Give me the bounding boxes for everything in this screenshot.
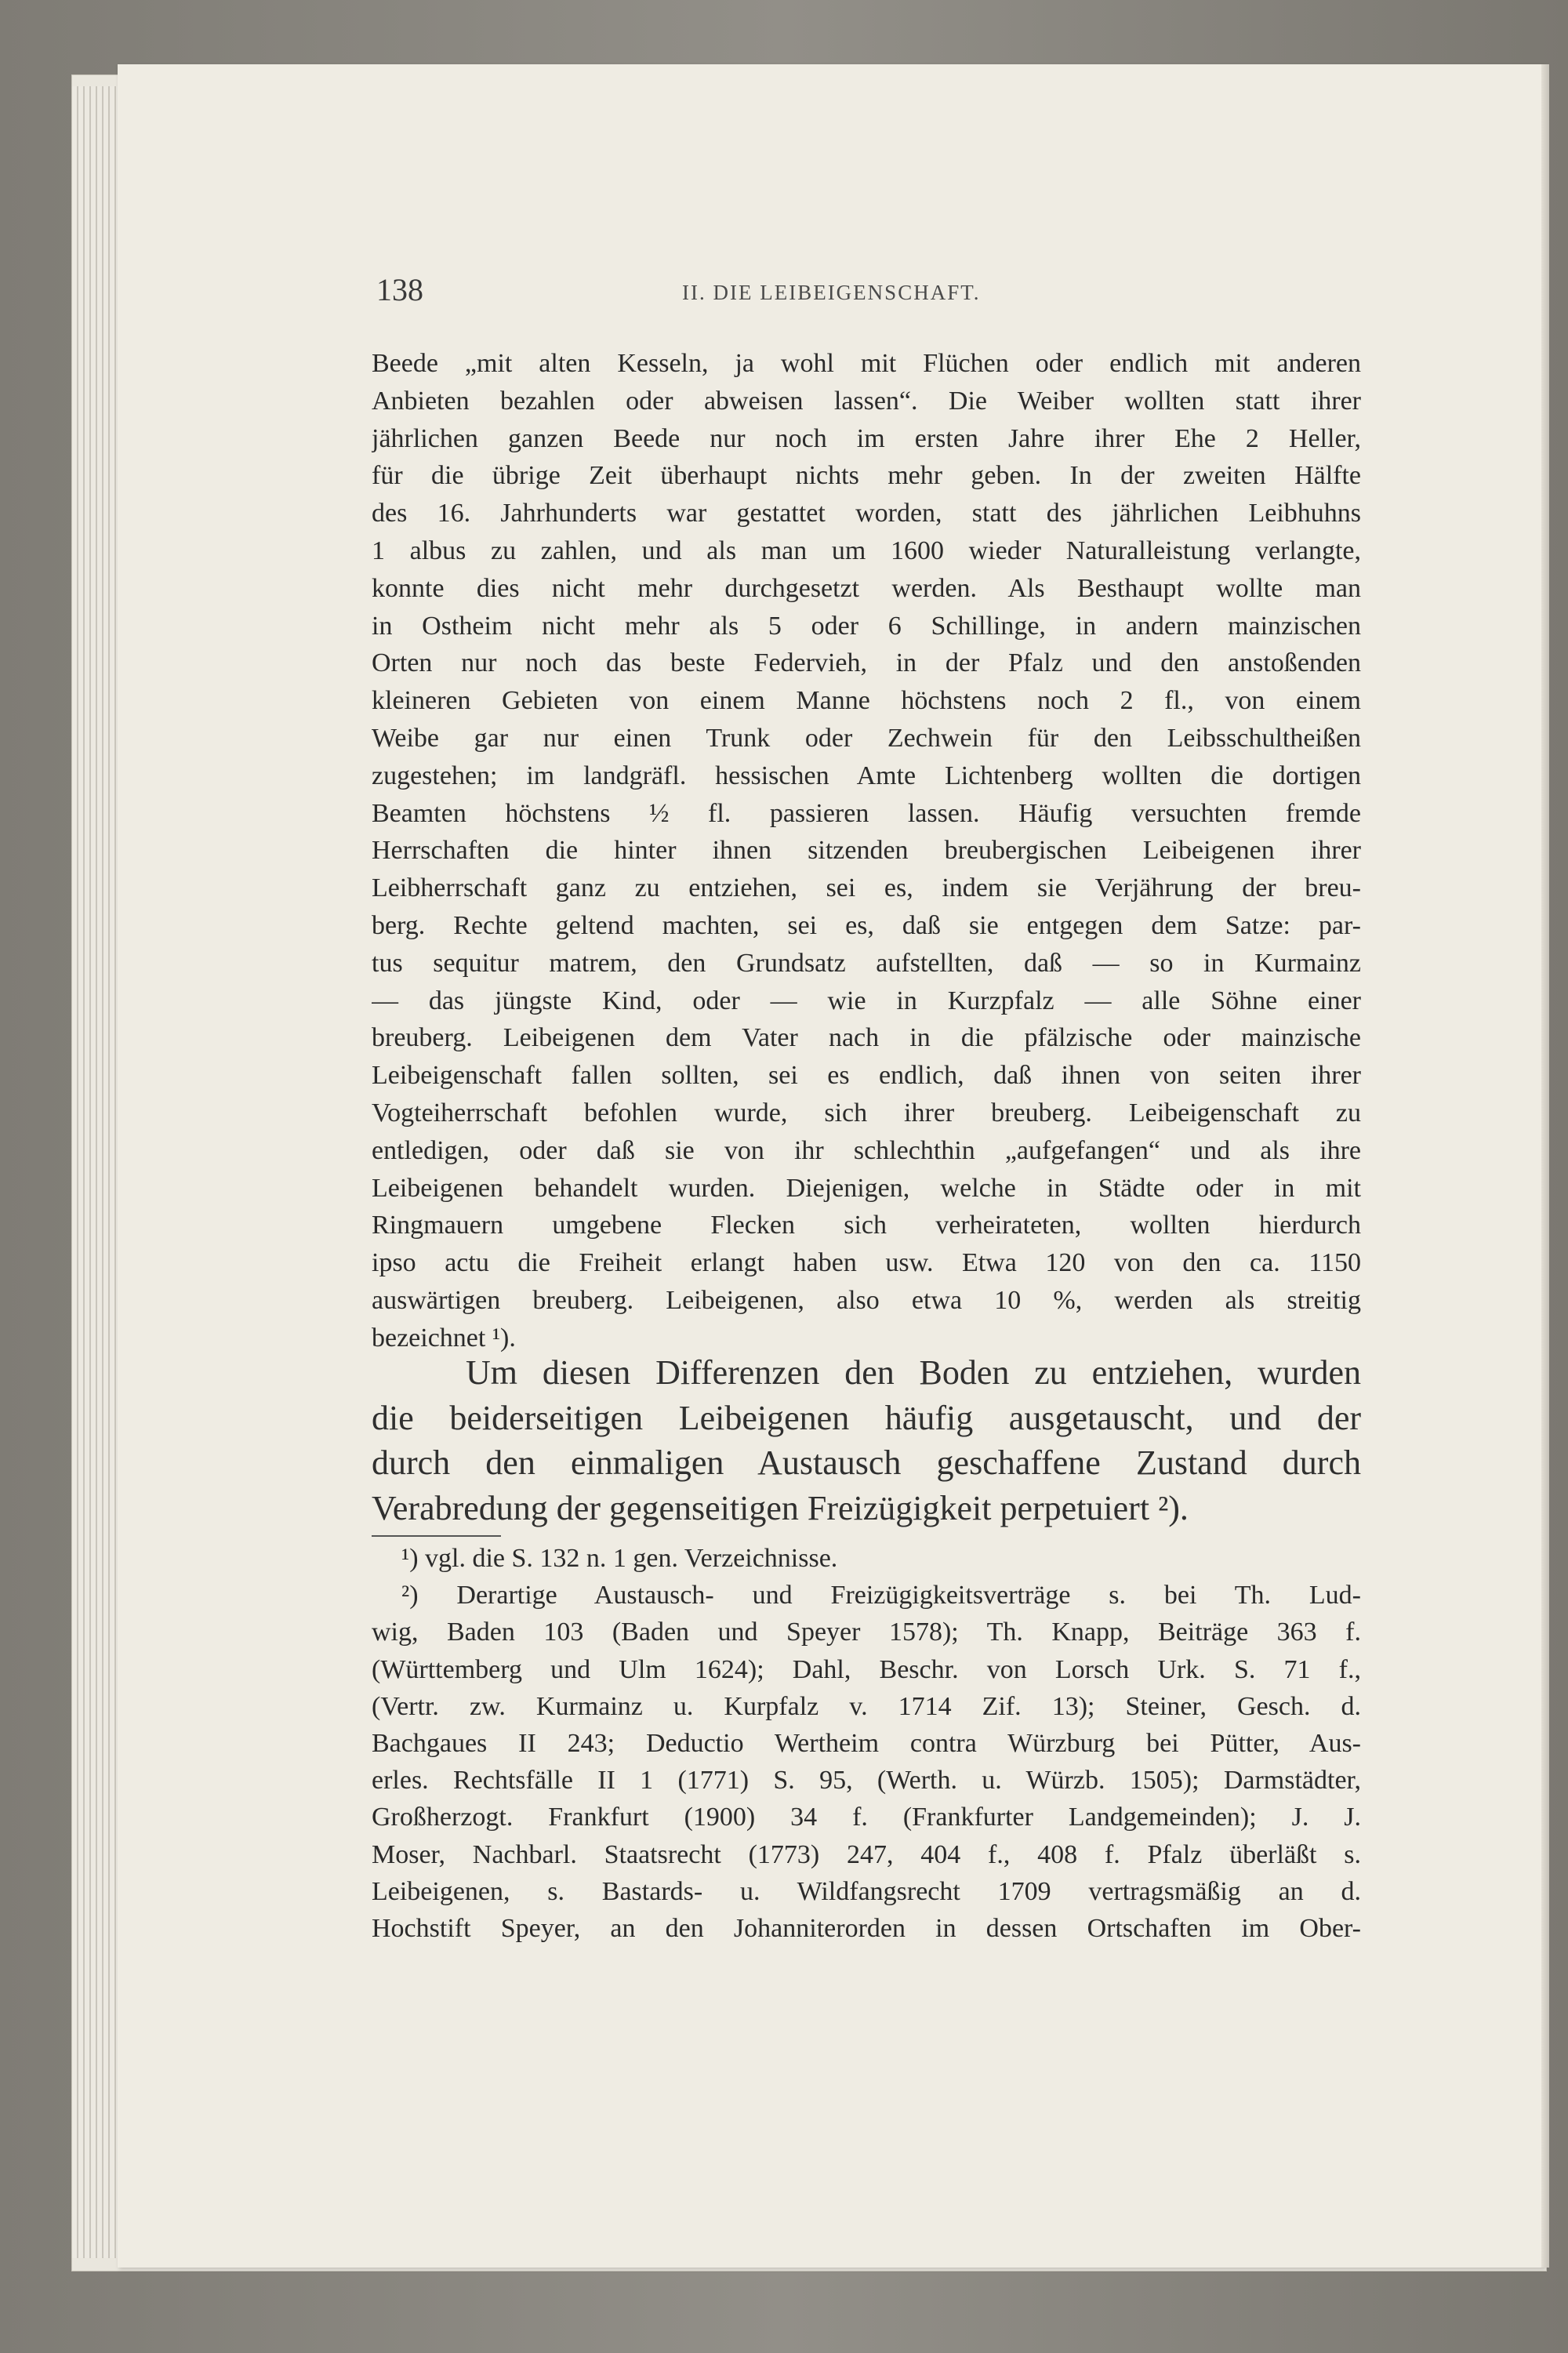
text-line: Herrschaften die hinter ihnen sitzenden breubergischen Leibeigenen ihrer	[372, 836, 1361, 866]
text-line: 1 albus zu zahlen, und als man um 1600 wieder Naturalleistung verlangte,	[372, 536, 1361, 565]
text-line: tus sequitur matrem, den Grundsatz aufstellten, daß — so in Kurmainz	[372, 948, 1361, 978]
text-line: berg. Rechte geltend machten, sei es, daß sie entgegen dem Satze: par-	[372, 910, 1361, 940]
text-line: zugestehen; im landgräfl. hessischen Amte Lichtenberg wollten die dortigen	[372, 761, 1361, 790]
text-line: Leibherrschaft ganz zu entziehen, sei es, indem sie Verjährung der breu-	[372, 873, 1361, 903]
footnote-line: ²) Derartige Austausch- und Freizügigkeitsverträge s. bei Th. Lud-	[401, 1581, 1361, 1610]
footnote-line: (Württemberg und Ulm 1624); Dahl, Beschr. von Lorsch Urk. S. 71 f.,	[372, 1654, 1361, 1684]
footnote-line: wig, Baden 103 (Baden und Speyer 1578); Th. Knapp, Beiträge 363 f.	[372, 1618, 1361, 1647]
text-line: auswärtigen breuberg. Leibeigenen, also etwa 10 %, werden als streitig	[372, 1285, 1361, 1315]
text-line: ipso actu die Freiheit erlangt haben usw. Etwa 120 von den ca. 1150	[372, 1248, 1361, 1278]
text-line: Vogteiherrschaft befohlen wurde, sich ihrer breuberg. Leibeigenschaft zu	[372, 1098, 1361, 1127]
body-paragraph	[372, 345, 1361, 1357]
footnote-line: ¹) vgl. die S. 132 n. 1 gen. Verzeichnisse.	[401, 1544, 838, 1573]
large-text-line: Verabredung der gegenseitigen Freizügigkeit perpetuiert ²).	[372, 1488, 1189, 1527]
text-line: bezeichnet ¹).	[372, 1323, 516, 1353]
text-line: kleineren Gebieten von einem Manne höchstens noch 2 fl., von einem	[372, 686, 1361, 716]
large-text-line: durch den einmaligen Austausch geschaffene Zustand durch	[372, 1443, 1361, 1482]
text-line: Ringmauern umgebene Flecken sich verheirateten, wollten hierdurch	[372, 1211, 1361, 1240]
footnote-line: Hochstift Speyer, an den Johanniterorden in dessen Ortschaften im Ober-	[372, 1913, 1361, 1943]
footnote-line: Großherzogt. Frankfurt (1900) 34 f. (Frankfurter Landgemeinden); J. J.	[372, 1803, 1361, 1832]
text-line: Weibe gar nur einen Trunk oder Zechwein für den Leibsschultheißen	[372, 723, 1361, 753]
text-line: Leibeigenen behandelt wurden. Diejenigen, welche in Städte oder in mit	[372, 1173, 1361, 1203]
text-line: — das jüngste Kind, oder — wie in Kurzpfalz — alle Söhne einer	[372, 986, 1361, 1015]
text-line: Leibeigenschaft fallen sollten, sei es endlich, daß ihnen von seiten ihrer	[372, 1061, 1361, 1091]
text-line: Orten nur noch das beste Federvieh, in der Pfalz und den anstoßenden	[372, 648, 1361, 678]
text-line: breuberg. Leibeigenen dem Vater nach in die pfälzische oder mainzische	[372, 1023, 1361, 1053]
footnote-line: (Vertr. zw. Kurmainz u. Kurpfalz v. 1714 Zif. 13); Steiner, Gesch. d.	[372, 1691, 1361, 1721]
footnote-line: erles. Rechtsfälle II 1 (1771) S. 95, (Werth. u. Würzb. 1505); Darmstädter,	[372, 1766, 1361, 1796]
text-line: für die übrige Zeit überhaupt nichts mehr geben. In der zweiten Hälfte	[372, 461, 1361, 491]
footnote-line: Bachgaues II 243; Deductio Wertheim contra Würzburg bei Pütter, Aus-	[372, 1728, 1361, 1758]
text-line: jährlichen ganzen Beede nur noch im ersten Jahre ihrer Ehe 2 Heller,	[372, 423, 1361, 453]
text-line: des 16. Jahrhunderts war gestattet worden, statt des jährlichen Leibhuhns	[372, 499, 1361, 528]
large-text-line: die beiderseitigen Leibeigenen häufig ausgetauscht, und der	[372, 1398, 1361, 1437]
large-text-line: Um diesen Differenzen den Boden zu entziehen, wurden	[466, 1353, 1361, 1392]
footnote-line: Moser, Nachbarl. Staatsrecht (1773) 247, 404 f., 408 f. Pfalz überläßt s.	[372, 1839, 1361, 1869]
text-line: Anbieten bezahlen oder abweisen lassen“. Die Weiber wollten statt ihrer	[372, 386, 1361, 416]
text-line: in Ostheim nicht mehr als 5 oder 6 Schillinge, in andern mainzischen	[372, 611, 1361, 641]
text-line: Beamten höchstens ½ fl. passieren lassen. Häufig versuchten fremde	[372, 798, 1361, 828]
page-number: 138	[376, 272, 423, 307]
text-line: entledigen, oder daß sie von ihr schlechthin „aufgefangen“ und als ihre	[372, 1135, 1361, 1165]
footnotes	[372, 1540, 1361, 1947]
running-head: II. DIE LEIBEIGENSCHAFT.	[682, 281, 981, 304]
page-edges	[72, 86, 119, 2258]
large-type-paragraph	[372, 1350, 1361, 1531]
text-line: konnte dies nicht mehr durchgesetzt werden. Als Besthaupt wollte man	[372, 573, 1361, 603]
page-right-edge	[1541, 64, 1549, 2268]
footnote-line: Leibeigenen, s. Bastards- u. Wildfangsrecht 1709 vertragsmäßig an d.	[372, 1876, 1361, 1906]
text-line: Beede „mit alten Kesseln, ja wohl mit Flüchen oder endlich mit anderen	[372, 349, 1361, 378]
page-header	[376, 271, 1364, 310]
footnote-rule	[372, 1535, 501, 1537]
